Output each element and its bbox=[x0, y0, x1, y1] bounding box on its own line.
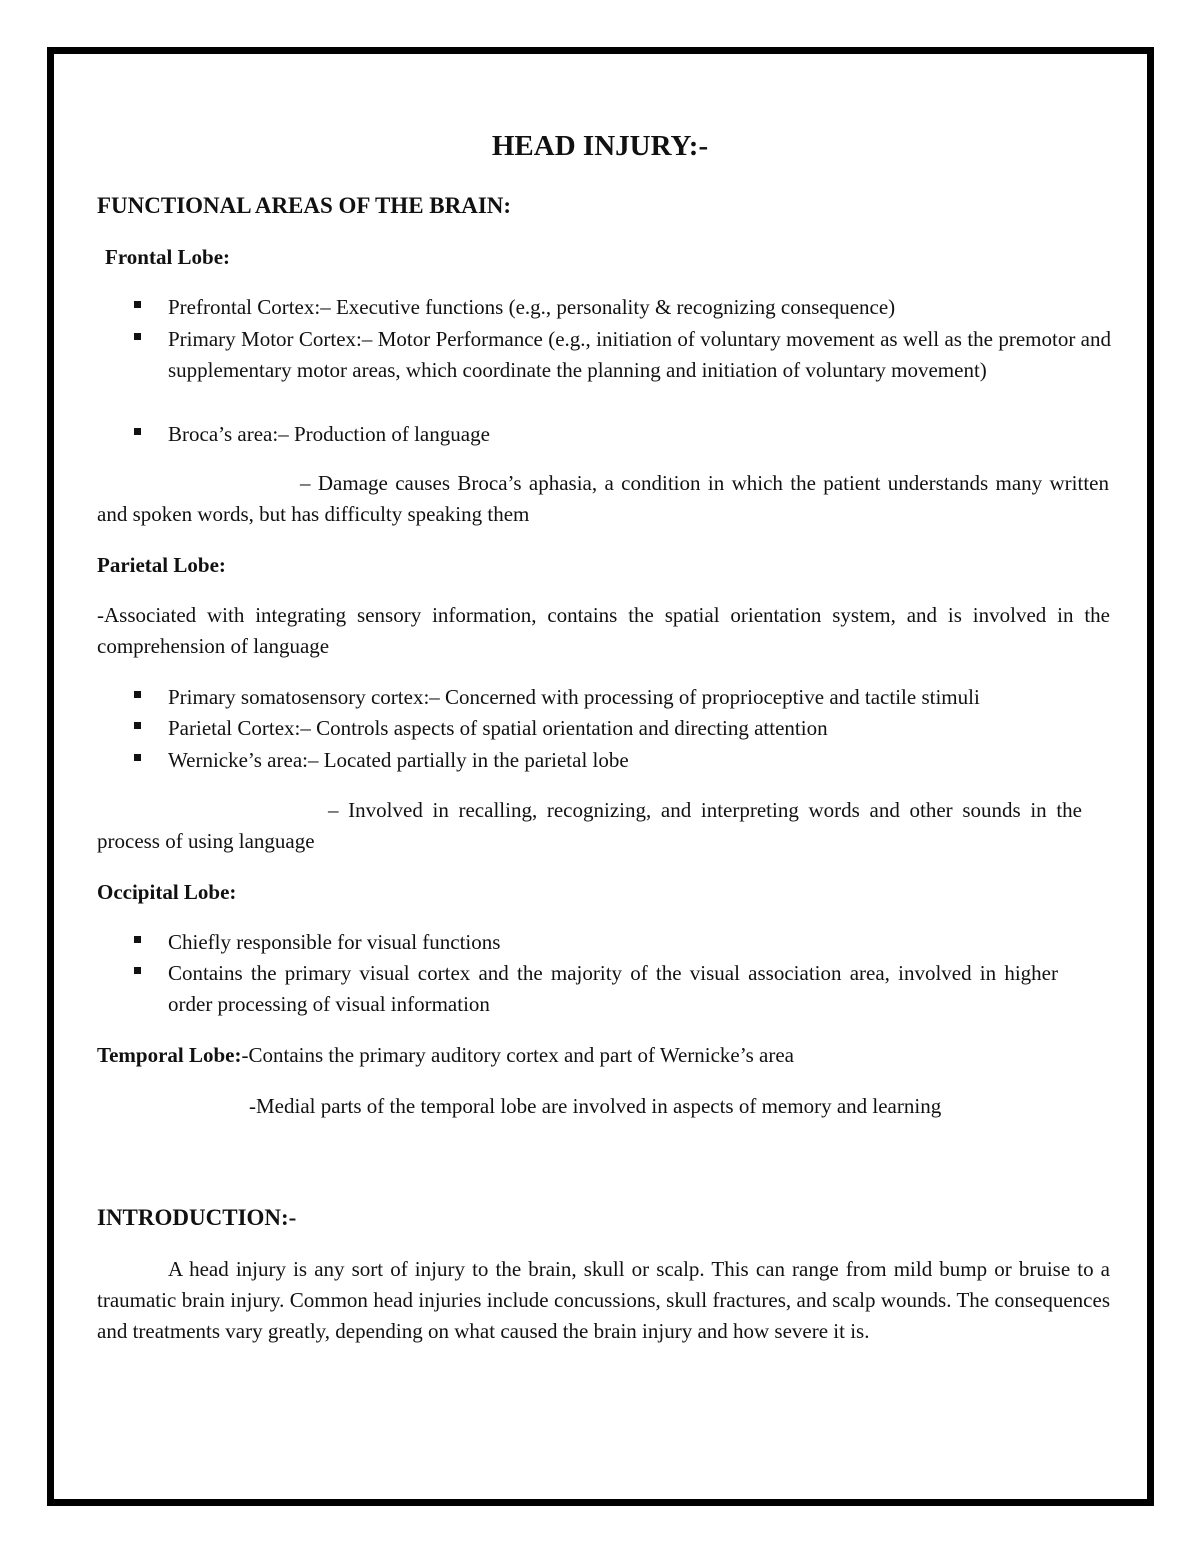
parietal-bullet-somatosensory: Primary somatosensory cortex:– Concerned with processing of proprioceptive and tactile stimuli bbox=[168, 685, 980, 709]
parietal-lobe-heading: Parietal Lobe: bbox=[97, 553, 226, 577]
bullet-marker bbox=[134, 722, 141, 729]
parietal-bullet-parietal-cortex: Parietal Cortex:– Controls aspects of spatial orientation and directing attention bbox=[168, 716, 828, 740]
temporal-lobe-text: -Contains the primary auditory cortex and part of Wernicke’s area bbox=[241, 1043, 794, 1067]
frontal-bullet-broca: Broca’s area:– Production of language bbox=[168, 422, 490, 446]
bullet-marker bbox=[134, 301, 141, 308]
parietal-wernicke-note: – Involved in recalling, recognizing, and interpreting words and other sounds in the process of using language bbox=[97, 798, 1082, 853]
bullet-marker bbox=[134, 967, 141, 974]
temporal-lobe-heading: Temporal Lobe: bbox=[97, 1043, 242, 1067]
occipital-lobe-heading: Occipital Lobe: bbox=[97, 880, 237, 904]
occipital-bullet-visual-cortex: Contains the primary visual cortex and the majority of the visual association area, involved in higher order processing of visual information bbox=[168, 961, 1058, 1016]
bullet-marker bbox=[134, 936, 141, 943]
bullet-marker bbox=[134, 691, 141, 698]
document-title: HEAD INJURY:- bbox=[491, 130, 709, 162]
frontal-broca-note: – Damage causes Broca’s aphasia, a condition in which the patient understands many written and spoken words, but has difficulty speaking them bbox=[97, 471, 1109, 526]
temporal-lobe-line bbox=[97, 1040, 794, 1071]
parietal-bullet-wernicke: Wernicke’s area:– Located partially in the parietal lobe bbox=[168, 748, 629, 772]
section-heading-functional-areas: FUNCTIONAL AREAS OF THE BRAIN: bbox=[97, 193, 512, 218]
frontal-bullet-primary-motor: Primary Motor Cortex:– Motor Performance (e.g., initiation of voluntary movement as well as the premotor and supplementary motor areas, which coordinate the planning and initiation of voluntary movement) bbox=[168, 327, 1111, 382]
bullet-marker bbox=[134, 428, 141, 435]
bullet-marker bbox=[134, 333, 141, 340]
occipital-bullet-visual-functions: Chiefly responsible for visual functions bbox=[168, 930, 501, 954]
introduction-paragraph: A head injury is any sort of injury to the brain, skull or scalp. This can range from mild bump or bruise to a traumatic brain injury. Common head injuries include concussions, skull fractures, and scalp wounds. The consequences and treatments vary greatly, depending on what caused the brain injury and how severe it is. bbox=[97, 1257, 1110, 1343]
bullet-marker bbox=[134, 754, 141, 761]
temporal-lobe-medial: -Medial parts of the temporal lobe are involved in aspects of memory and learning bbox=[249, 1094, 942, 1118]
frontal-lobe-heading: Frontal Lobe: bbox=[105, 245, 231, 269]
introduction-heading: INTRODUCTION:- bbox=[97, 1205, 297, 1230]
parietal-intro: -Associated with integrating sensory information, contains the spatial orientation system, and is involved in the comprehension of language bbox=[97, 603, 1110, 658]
frontal-bullet-prefrontal: Prefrontal Cortex:– Executive functions (e.g., personality & recognizing consequence) bbox=[168, 295, 896, 319]
